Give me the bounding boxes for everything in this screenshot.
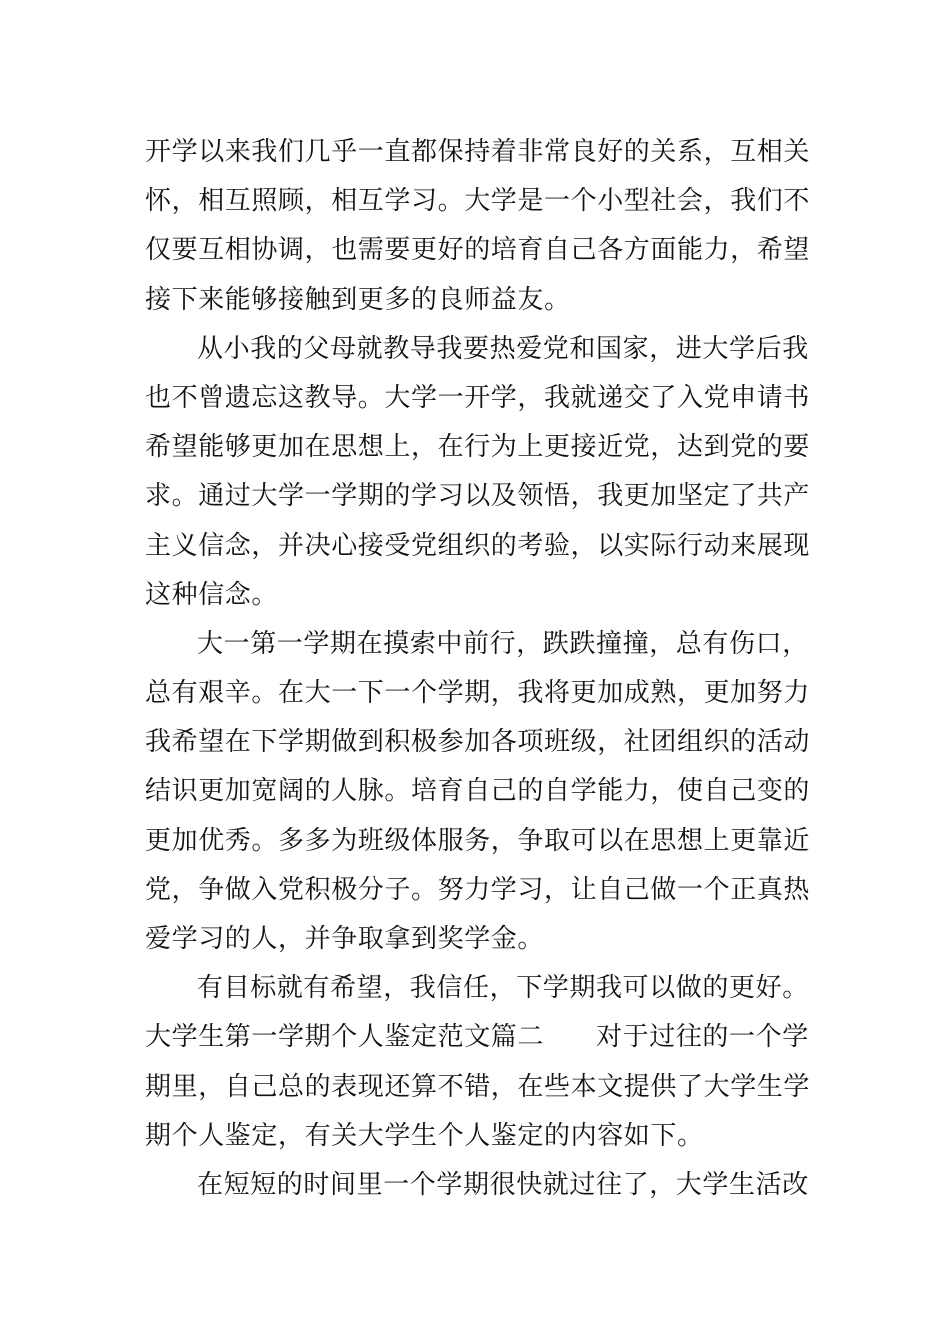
- text-line: 总有艰辛。在大一下一个学期，我将更加成熟，更加努力: [145, 678, 811, 709]
- text-line: 主义信念，并决心接受党组织的考验，以实际行动来展现: [145, 530, 811, 561]
- text-line: 接下来能够接触到更多的良师益友。: [145, 284, 571, 315]
- text-line: 爱学习的人，并争取拿到奖学金。: [145, 924, 545, 954]
- text-line: 仅要互相协调，也需要更好的培育自己各方面能力，希望: [145, 235, 811, 266]
- text-line: 我希望在下学期做到积极参加各项班级，社团组织的活动: [145, 727, 811, 758]
- text-line: 希望能够更加在思想上，在行为上更接近党，达到党的要: [145, 432, 811, 463]
- text-line: 这种信念。: [145, 579, 279, 610]
- text-line: 开学以来我们几乎一直都保持着非常良好的关系，互相关: [145, 137, 811, 167]
- text-line: 期个人鉴定，有关大学生个人鉴定的内容如下。: [145, 1120, 704, 1151]
- paragraph-start-line: 在短短的时间里一个学期很快就过往了，大学生活改: [197, 1169, 809, 1200]
- text-line: 更加优秀。多多为班级体服务，争取可以在思想上更靠近: [145, 825, 811, 856]
- inline-text: 对于过往的一个学: [596, 1022, 809, 1053]
- paragraph-start-line: 大一第一学期在摸索中前行，跌跌撞撞，总有伤口，: [197, 628, 809, 659]
- text-line: 也不曾遗忘这教导。大学一开学，我就递交了入党申请书: [145, 382, 811, 413]
- text-line: 结识更加宽阔的人脉。培育自己的自学能力，使自己变的: [145, 776, 811, 807]
- text-line: 期里，自己总的表现还算不错，在些本文提供了大学生学: [145, 1071, 811, 1102]
- text-line: 党，争做入党积极分子。努力学习，让自己做一个正真热: [145, 874, 811, 905]
- paragraph-start-line: 从小我的父母就教导我要热爱党和国家，进大学后我: [197, 333, 809, 364]
- text-line: 求。通过大学一学期的学习以及领悟，我更加坚定了共产: [145, 481, 811, 512]
- text-line: 怀，相互照顾，相互学习。大学是一个小型社会，我们不: [145, 186, 811, 217]
- paragraph-start-line: 有目标就有希望，我信任，下学期我可以做的更好。: [197, 973, 809, 1004]
- section-heading: 大学生第一学期个人鉴定范文篇二: [145, 1022, 545, 1053]
- section-heading-line: [145, 1013, 815, 1062]
- document-body: [145, 128, 815, 1210]
